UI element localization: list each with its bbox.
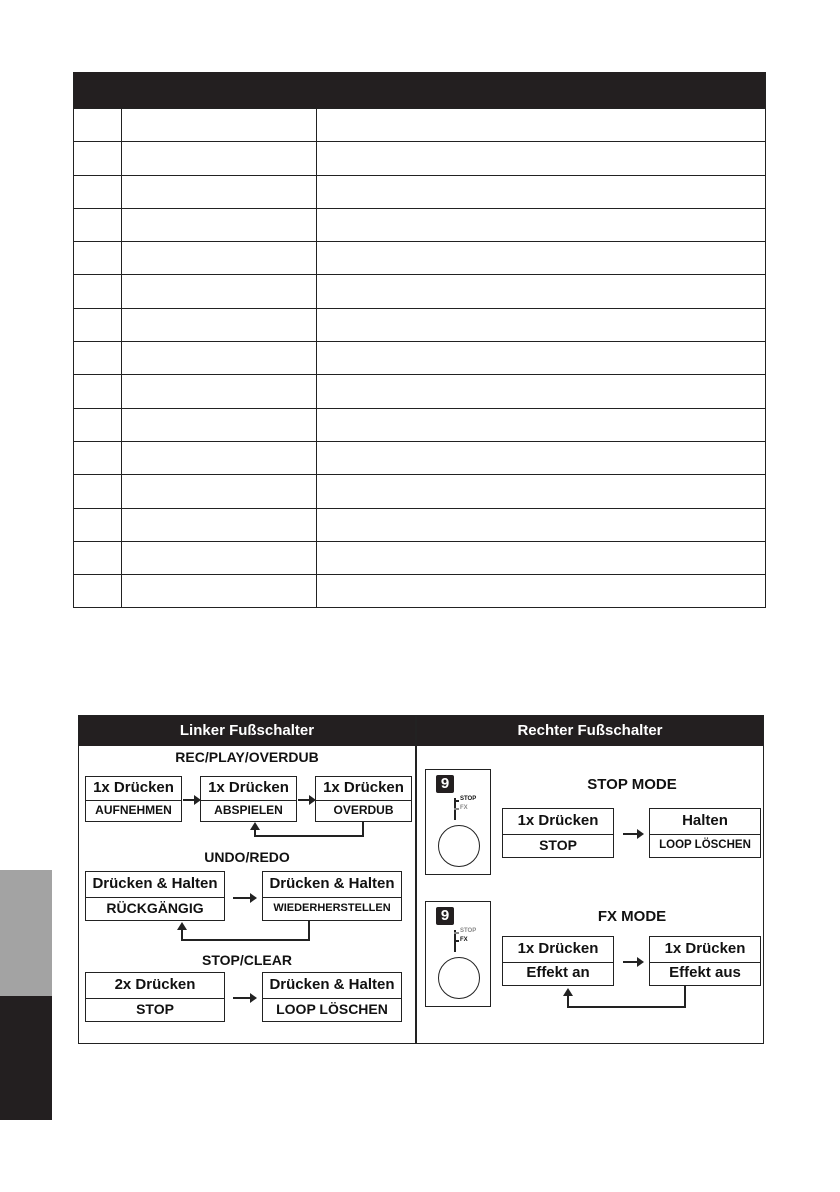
- arrow-up-icon: [563, 988, 573, 996]
- fx-mode-title: FX MODE: [597, 908, 667, 925]
- pedal-stop-label: STOP: [460, 928, 477, 934]
- arrow-right-icon: [298, 799, 314, 801]
- table-cell: [74, 342, 122, 374]
- table-row: [74, 274, 765, 307]
- redo-box: [262, 871, 402, 921]
- box-action: Halten: [650, 809, 760, 835]
- column-divider: [415, 716, 417, 1043]
- box-action: 1x Drücken: [201, 777, 296, 801]
- table-cell: [122, 575, 317, 607]
- box-result: ABSPIELEN: [214, 803, 283, 817]
- table-row: [74, 408, 765, 441]
- clear-box: [262, 972, 402, 1022]
- box-action: Drücken & Halten: [263, 973, 401, 999]
- table-row: [74, 175, 765, 208]
- table-cell: [122, 409, 317, 441]
- fx-off-box: [649, 936, 761, 986]
- table-cell: [74, 176, 122, 208]
- footswitch-icon: [438, 957, 480, 999]
- table-cell: [74, 509, 122, 541]
- pedal-fx-label: FX: [460, 805, 468, 811]
- box-result: OVERDUB: [333, 803, 394, 817]
- selector-line: [454, 800, 459, 802]
- table-cell: [122, 142, 317, 174]
- rec-play-overdub-title: REC/PLAY/OVERDUB: [175, 749, 319, 765]
- table-row: [74, 474, 765, 507]
- arrow-right-icon: [623, 961, 642, 963]
- table-row: [74, 541, 765, 574]
- table-cell: [122, 375, 317, 407]
- box-result: LOOP LÖSCHEN: [276, 1001, 388, 1017]
- box-action: 1x Drücken: [316, 777, 411, 801]
- table-row: [74, 241, 765, 274]
- selector-line: [454, 932, 459, 934]
- rec-box-record: [85, 776, 182, 822]
- box-result: STOP: [539, 837, 577, 853]
- table-cell: [74, 375, 122, 407]
- table-cell: [122, 475, 317, 507]
- table-cell: [317, 375, 765, 407]
- table-row: [74, 508, 765, 541]
- table-cell: [74, 142, 122, 174]
- selector-line: [454, 940, 459, 942]
- table-row: [74, 308, 765, 341]
- box-action: Drücken & Halten: [86, 872, 224, 898]
- table-cell: [74, 109, 122, 141]
- pedal-fx-label: FX: [460, 937, 468, 943]
- stop-mode-hold-box: [649, 808, 761, 858]
- table-cell: [122, 309, 317, 341]
- pedal-stop-label: STOP: [460, 796, 477, 802]
- table-cell: [122, 242, 317, 274]
- table-cell: [317, 475, 765, 507]
- pedal-number: 9: [436, 907, 454, 925]
- table-header: [74, 72, 765, 108]
- loop-line: [684, 986, 686, 1008]
- table-row: [74, 108, 765, 141]
- table-cell: [317, 176, 765, 208]
- table-cell: [317, 109, 765, 141]
- loop-line: [181, 939, 310, 941]
- table-cell: [122, 209, 317, 241]
- pedal-fx-mode: [425, 901, 491, 1007]
- table-cell: [74, 575, 122, 607]
- table-cell: [317, 242, 765, 274]
- table-row: [74, 374, 765, 407]
- box-result: AUFNEHMEN: [95, 803, 172, 817]
- table-cell: [317, 442, 765, 474]
- box-action: 1x Drücken: [503, 937, 613, 963]
- stop-box: [85, 972, 225, 1022]
- arrow-right-icon: [233, 897, 255, 899]
- table-cell: [317, 575, 765, 607]
- stop-mode-press-box: [502, 808, 614, 858]
- stop-mode-title: STOP MODE: [587, 776, 677, 793]
- side-tab-dark: [0, 996, 52, 1120]
- loop-line: [254, 835, 364, 837]
- diagram-header: [79, 716, 763, 746]
- table-cell: [74, 409, 122, 441]
- table-cell: [74, 309, 122, 341]
- loop-line: [308, 921, 310, 941]
- loop-line: [567, 1006, 686, 1008]
- box-action: Drücken & Halten: [263, 872, 401, 898]
- table-cell: [74, 242, 122, 274]
- undo-redo-title: UNDO/REDO: [204, 849, 290, 865]
- table-cell: [122, 342, 317, 374]
- side-tab-light: [0, 870, 52, 996]
- box-result: Effekt aus: [669, 964, 741, 981]
- box-result: WIEDERHERSTELLEN: [273, 902, 391, 914]
- arrow-up-icon: [177, 922, 187, 930]
- arrow-right-icon: [233, 997, 255, 999]
- table-row: [74, 341, 765, 374]
- table-cell: [122, 442, 317, 474]
- table-cell: [317, 209, 765, 241]
- table-cell: [74, 475, 122, 507]
- arrow-up-icon: [250, 822, 260, 830]
- table-cell: [74, 542, 122, 574]
- table-row: [74, 574, 765, 607]
- rec-box-play: [200, 776, 297, 822]
- footswitch-diagram: [78, 715, 764, 1044]
- table-cell: [122, 275, 317, 307]
- table-cell: [317, 542, 765, 574]
- arrow-right-icon: [623, 833, 642, 835]
- table-cell: [122, 176, 317, 208]
- table-cell: [317, 142, 765, 174]
- right-footswitch-heading: Rechter Fußschalter: [517, 722, 663, 739]
- table-cell: [317, 409, 765, 441]
- footswitch-icon: [438, 825, 480, 867]
- box-result: Effekt an: [526, 964, 590, 981]
- table-cell: [122, 109, 317, 141]
- table-row: [74, 208, 765, 241]
- pedal-stop-mode: [425, 769, 491, 875]
- undo-box: [85, 871, 225, 921]
- table-cell: [317, 275, 765, 307]
- stop-clear-title: STOP/CLEAR: [202, 952, 292, 968]
- table-cell: [74, 275, 122, 307]
- table-cell: [122, 509, 317, 541]
- table-cell: [317, 509, 765, 541]
- table-row: [74, 141, 765, 174]
- table-cell: [317, 342, 765, 374]
- table-cell: [317, 309, 765, 341]
- box-action: 1x Drücken: [86, 777, 181, 801]
- spec-table: [73, 72, 766, 608]
- arrow-right-icon: [183, 799, 199, 801]
- box-action: 1x Drücken: [503, 809, 613, 835]
- box-result: RÜCKGÄNGIG: [106, 900, 204, 916]
- table-row: [74, 441, 765, 474]
- pedal-number: 9: [436, 775, 454, 793]
- box-action: 2x Drücken: [86, 973, 224, 999]
- left-footswitch-heading: Linker Fußschalter: [179, 722, 315, 739]
- box-result: STOP: [136, 1001, 174, 1017]
- table-cell: [74, 209, 122, 241]
- table-cell: [74, 442, 122, 474]
- table-cell: [122, 542, 317, 574]
- box-result: LOOP LÖSCHEN: [659, 839, 751, 851]
- loop-line: [567, 994, 569, 1008]
- selector-line: [454, 808, 459, 810]
- rec-box-overdub: [315, 776, 412, 822]
- fx-on-box: [502, 936, 614, 986]
- box-action: 1x Drücken: [650, 937, 760, 963]
